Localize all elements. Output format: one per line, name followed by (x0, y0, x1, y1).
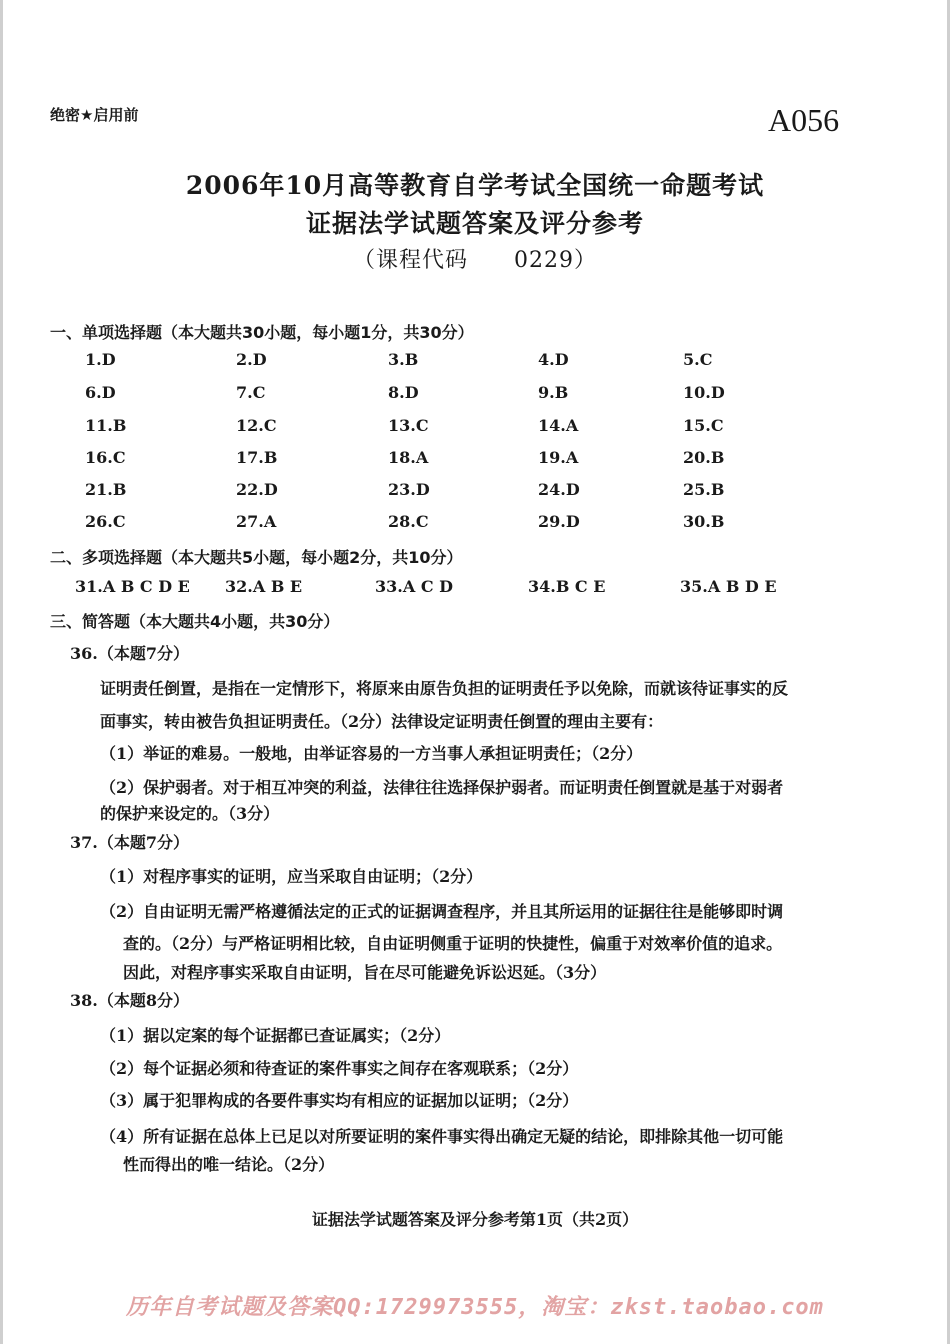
answer-item: 26.C (85, 512, 126, 531)
answer-item: 20.B (683, 448, 725, 467)
multi-answer-item: 32.A B E (225, 577, 303, 596)
paper-code: A056 (768, 102, 840, 138)
answer-item: 13.C (388, 416, 429, 435)
answer-item: 19.A (538, 448, 579, 467)
answer-item: 7.C (236, 383, 266, 402)
answer-item: 25.B (683, 480, 725, 499)
answer-item: 11.B (85, 416, 127, 435)
answer-item: 21.B (85, 480, 127, 499)
page-footer: 证据法学试题答案及评分参考第1页（共2页） (311, 1210, 639, 1229)
answer-item: 24.D (538, 480, 580, 499)
section1-heading: 一、单项选择题（本大题共30小题，每小题1分，共30分） (50, 323, 474, 342)
multi-answer-item: 35.A B D E (680, 577, 777, 596)
q36-line: （1）举证的难易。一般地，由举证容易的一方当事人承担证明责任；（2分） (100, 744, 643, 763)
answer-item: 14.A (538, 416, 579, 435)
q36-line: 面事实，转由被告负担证明责任。（2分）法律设定证明责任倒置的理由主要有： (100, 712, 664, 731)
q37-line: 查的。（2分）与严格证明相比较，自由证明侧重于证明的快捷性，偏重于对效率价值的追求。 (123, 934, 783, 953)
q37-label: 37.（本题7分） (70, 833, 189, 852)
answer-item: 2.D (236, 350, 267, 369)
section2-heading: 二、多项选择题（本大题共5小题，每小题2分，共10分） (50, 548, 463, 567)
answer-item: 18.A (388, 448, 429, 467)
answer-item: 17.B (236, 448, 278, 467)
q36-line: 证明责任倒置，是指在一定情形下，将原来由原告负担的证明责任予以免除，而就该待证事实的反 (100, 679, 789, 698)
answer-item: 27.A (236, 512, 277, 531)
answer-item: 5.C (683, 350, 713, 369)
q38-line: （3）属于犯罪构成的各要件事实均有相应的证据加以证明；（2分） (100, 1091, 579, 1110)
q36-line: 的保护来设定的。（3分） (100, 804, 280, 823)
q37-line: （1）对程序事实的证明，应当采取自由证明；（2分） (100, 867, 483, 886)
section3-heading: 三、简答题（本大题共4小题，共30分） (50, 612, 340, 631)
answer-item: 23.D (388, 480, 430, 499)
q36-label: 36.（本题7分） (70, 644, 189, 663)
answer-item: 12.C (236, 416, 277, 435)
watermark-text: 历年自考试题及答案QQ:1729973555，淘宝：zkst.taobao.com (126, 1295, 824, 1320)
answer-item: 29.D (538, 512, 580, 531)
answer-item: 10.D (683, 383, 725, 402)
answer-item: 9.B (538, 383, 569, 402)
q38-line: 性而得出的唯一结论。（2分） (123, 1155, 335, 1174)
course-code: （课程代码 0229） (353, 248, 597, 273)
multi-answer-item: 33.A C D (375, 577, 453, 596)
q37-line: （2）自由证明无需严格遵循法定的正式的证据调查程序，并且其所运用的证据往往是能够即时调 (100, 902, 784, 921)
q38-line: （4）所有证据在总体上已足以对所要证明的案件事实得出确定无疑的结论，即排除其他一切可能 (100, 1127, 784, 1146)
q38-label: 38.（本题8分） (70, 991, 189, 1010)
q36-line: （2）保护弱者。对于相互冲突的利益，法律往往选择保护弱者。而证明责任倒置就是基于对弱者 (100, 778, 784, 797)
answer-item: 22.D (236, 480, 278, 499)
multi-answer-item: 34.B C E (528, 577, 606, 596)
answer-item: 8.D (388, 383, 419, 402)
q38-line: （1）据以定案的每个证据都已查证属实；（2分） (100, 1026, 451, 1045)
q37-line: 因此，对程序事实采取自由证明，旨在尽可能避免诉讼迟延。（3分） (123, 963, 607, 982)
answer-item: 6.D (85, 383, 116, 402)
answer-item: 30.B (683, 512, 725, 531)
confidential-label: 绝密★启用前 (50, 106, 139, 124)
answer-item: 1.D (85, 350, 116, 369)
answer-item: 4.D (538, 350, 569, 369)
subject-title: 证据法学试题答案及评分参考 (305, 209, 644, 238)
answer-item: 3.B (388, 350, 419, 369)
answer-item: 16.C (85, 448, 126, 467)
answer-item: 28.C (388, 512, 429, 531)
q38-line: （2）每个证据必须和待查证的案件事实之间存在客观联系；（2分） (100, 1059, 579, 1078)
multi-answer-item: 31.A B C D E (75, 577, 190, 596)
answer-item: 15.C (683, 416, 724, 435)
exam-title: 2006年10月高等教育自学考试全国统一命题考试 (185, 171, 765, 200)
